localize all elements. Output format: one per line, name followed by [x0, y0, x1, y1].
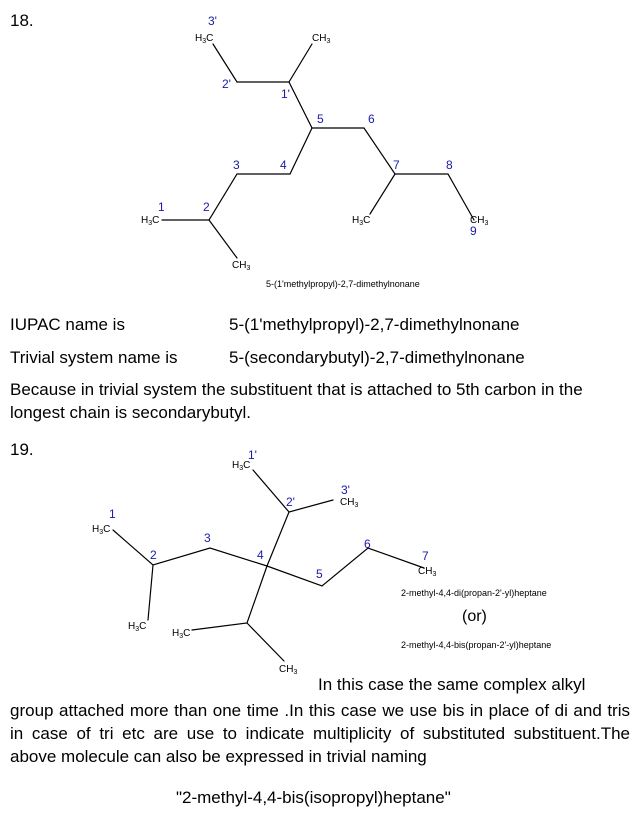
svg-text:CH3: $CH_3$: [418, 566, 437, 578]
locant-2prime: 2': [222, 77, 231, 91]
explanation-19: group attached more than one time .In this case we use bis in place of di and tris in case of tri etc are use to indicate multiplicity of substituted substituent.The above molecule can also be expressed in trivial naming: [10, 701, 630, 766]
svg-text:CH3: $CH_3$: [279, 664, 298, 676]
svg-text:H3C: $H_3C$: [128, 621, 147, 633]
locant-6: 6: [364, 537, 371, 551]
trivial-value: 5-(secondarybutyl)-2,7-dimethylnonane: [229, 348, 525, 367]
locant-3prime: 3': [208, 14, 217, 28]
question-18-number: 18.: [10, 11, 34, 30]
svg-text:CH3: $CH_3$: [312, 33, 331, 45]
bonds-19: [113, 470, 424, 661]
locant-5: 5: [316, 567, 323, 581]
locant-1: 1: [109, 507, 116, 521]
iupac-value: 5-(1'methylpropyl)-2,7-dimethylnonane: [229, 315, 520, 334]
structure-caption-19a: 2-methyl-4,4-di(propan-2'-yl)heptane: [401, 588, 547, 598]
structure-caption-or: (or): [462, 608, 487, 625]
explanation-19-first-line: In this case the same complex alkyl: [318, 675, 586, 694]
locant-6: 6: [368, 112, 375, 126]
locant-3: 3: [233, 158, 240, 172]
svg-text:H3C: $H_3C$: [92, 524, 111, 536]
locant-1prime: 1': [248, 448, 257, 462]
locant-4: 4: [280, 158, 287, 172]
svg-text:CH3: $CH_3$: [470, 215, 489, 227]
locant-2prime: 2': [286, 495, 295, 509]
locant-5: 5: [317, 112, 324, 126]
structure-caption-18: 5-(1'methylpropyl)-2,7-dimethylnonane: [266, 279, 420, 289]
explanation-18: Because in trivial system the substituent that is attached to 5th carbon in the longest chain is secondarybutyl.: [10, 380, 583, 422]
locant-1: 1: [158, 200, 165, 214]
locant-3prime: 3': [341, 483, 350, 497]
locant-1prime: 1': [281, 87, 290, 101]
svg-text:H3C: $H_3C$: [195, 33, 214, 45]
svg-text:CH3: $CH_3$: [232, 260, 251, 272]
svg-text:H3C: $H_3C$: [352, 215, 371, 227]
svg-text:H3C: $H_3C$: [141, 215, 160, 227]
svg-text:H3C: $H_3C$: [172, 628, 191, 640]
svg-text:H3C: $H_3C$: [232, 460, 251, 472]
locant-7: 7: [393, 158, 400, 172]
svg-text:CH3: $CH_3$: [340, 497, 359, 509]
iupac-label: IUPAC name is: [10, 315, 125, 334]
locant-2: 2: [150, 548, 157, 562]
locant-2: 2: [203, 200, 210, 214]
trivial-name-19: "2-methyl-4,4-bis(isopropyl)heptane": [176, 788, 451, 807]
locant-7: 7: [422, 549, 429, 563]
atom-labels-19: [92, 460, 436, 676]
locant-9: 9: [470, 224, 477, 238]
structure-caption-19b: 2-methyl-4,4-bis(propan-2'-yl)heptane: [401, 640, 552, 650]
locant-4: 4: [257, 548, 264, 562]
question-19-number: 19.: [10, 440, 34, 459]
locant-8: 8: [446, 158, 453, 172]
locant-3: 3: [204, 531, 211, 545]
trivial-label: Trivial system name is: [10, 348, 178, 367]
